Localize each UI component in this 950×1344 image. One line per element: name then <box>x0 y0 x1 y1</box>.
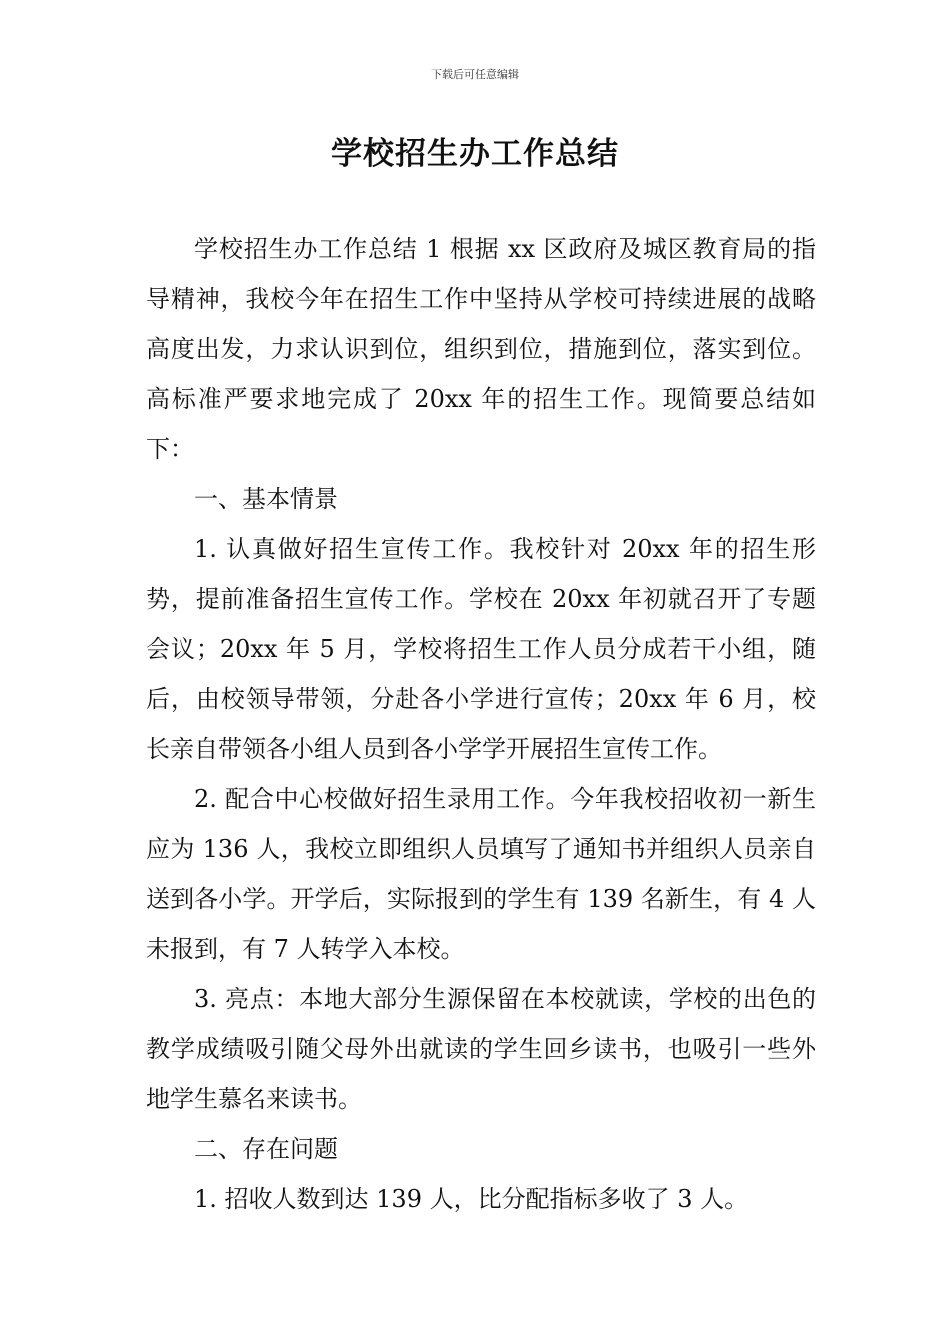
section-heading-basic-situation: 一、基本情景 <box>194 485 338 513</box>
paragraph-item-1: 1. 认真做好招生宣传工作。我校针对 20xx 年的招生形势，提前准备招生宣传工作。学校在 20xx 年初就召开了专题会议；20xx 年 5 月，学校将招生工作人员分成若干小组，随后，由校领导带领，分赴各小学进行宣传；20xx 年 6 月，校长亲自带领各小组人员到各小学学开展招生宣传工作。 <box>146 535 816 763</box>
document-title: 学校招生办工作总结 <box>331 136 619 172</box>
section-heading-problems: 二、存在问题 <box>194 1135 338 1163</box>
paragraph-item-2: 2. 配合中心校做好招生录用工作。今年我校招收初一新生应为 136 人，我校立即组织人员填写了通知书并组织人员亲自送到各小学。开学后，实际报到的学生有 139 名新生，有 4 人未报到，有 7 人转学入本校。 <box>146 785 816 963</box>
header-note: 下载后可任意编辑 <box>431 68 519 81</box>
paragraph-item-3: 3. 亮点：本地大部分生源保留在本校就读，学校的出色的教学成绩吸引随父母外出就读的学生回乡读书，也吸引一些外地学生慕名来读书。 <box>146 985 816 1113</box>
paragraph-intro: 学校招生办工作总结 1 根据 xx 区政府及城区教育局的指导精神，我校今年在招生工作中坚持从学校可持续进展的战略高度出发，力求认识到位，组织到位，措施到位，落实到位。高标准严要求地完成了 20xx 年的招生工作。现简要总结如下： <box>146 235 816 463</box>
document-body <box>146 224 816 1224</box>
paragraph-problem-1: 1. 招收人数到达 139 人，比分配指标多收了 3 人。 <box>194 1185 749 1213</box>
